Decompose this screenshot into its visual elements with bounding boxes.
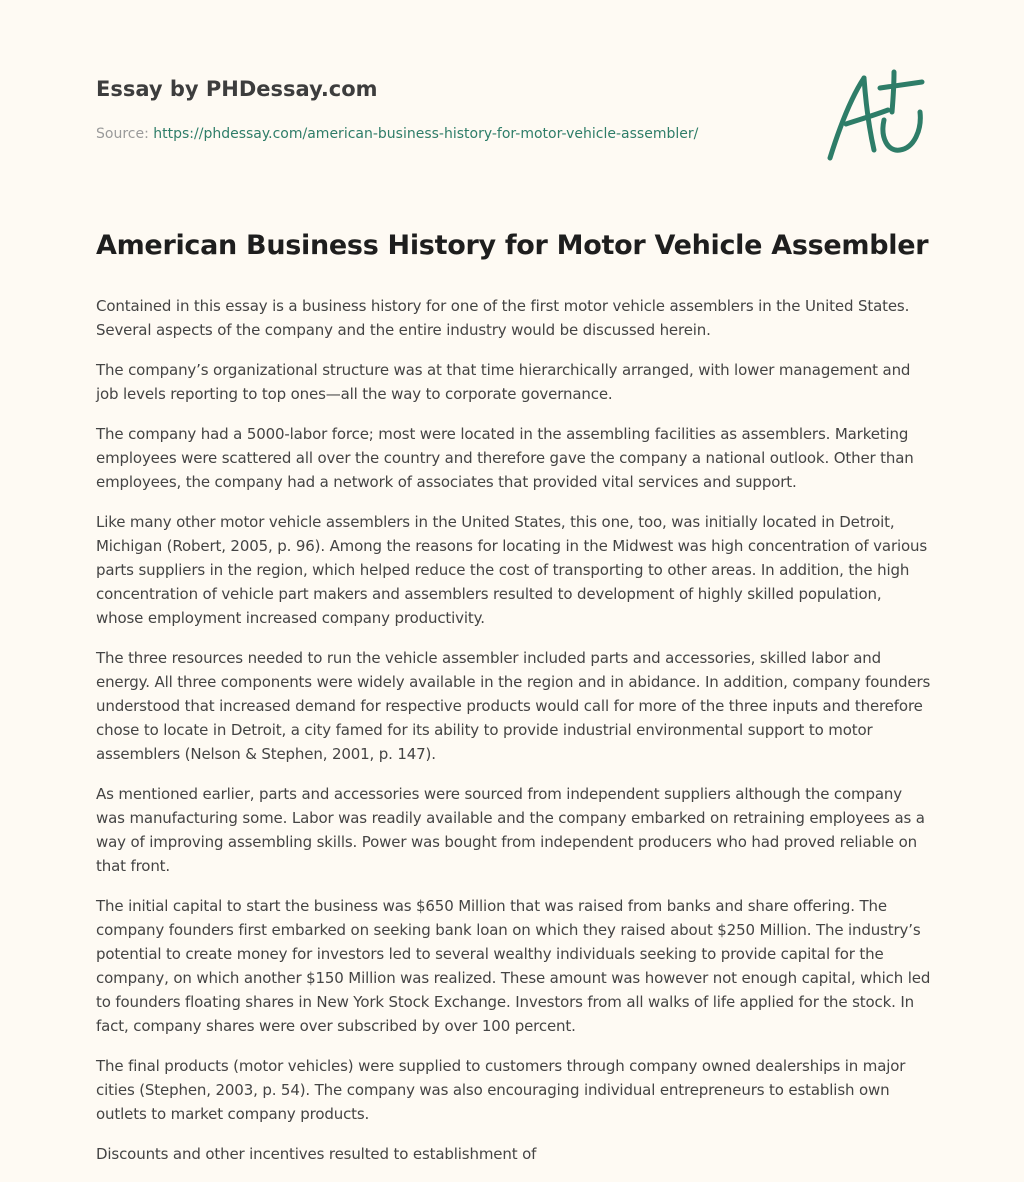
article-paragraph: Contained in this essay is a business history for one of the first motor vehicle assemblers in the United States. Several aspects of the company and the entire industry would be discussed herein. (96, 297, 910, 339)
source-label: Source: (96, 126, 154, 142)
article-paragraph: Discounts and other incentives resulted to establishment of (96, 1145, 537, 1163)
source-line (96, 124, 796, 144)
article-paragraph: The three resources needed to run the vehicle assembler included parts and accessories, skilled labor and energy. All three components were widely available in the region and in abidance. In addition, company founders understood that increased demand for respective products would call for more of the three inputs and therefore chose to locate in Detroit, a city famed for its ability to provide industrial environmental support to motor assemblers (Nelson & Stephen, 2001, p. 147). (96, 649, 931, 763)
article-paragraph: The company had a 5000-labor force; most were located in the assembling facilities as assemblers. Marketing employees were scattered all over the country and therefore gave the company a national outlook. Other than employees, the company had a network of associates that provided vital services and support. (96, 425, 914, 491)
article-paragraph: The final products (motor vehicles) were supplied to customers through company owned dealerships in major cities (Stephen, 2003, p. 54). The company was also encouraging individual entrepreneurs to establish own outlets to market company products. (96, 1057, 906, 1123)
site-name: Essay by PHDessay.com (96, 77, 378, 101)
a-plus-logo-icon (822, 66, 932, 166)
article-paragraph: The initial capital to start the business was $650 Million that was raised from banks and share offering. The company founders first embarked on seeking bank loan on which they raised about $250 Million. The industry’s potential to create money for investors led to several wealthy individuals seeking to provide capital for the company, on which another $150 Million was realized. These amount was however not enough capital, which led to founders floating shares in New York Stock Exchange. Investors from all walks of life applied for the stock. In fact, company shares were over subscribed by over 100 percent. (96, 897, 931, 1035)
article-title: American Business History for Motor Vehicle Assembler (96, 230, 929, 261)
article-paragraph: As mentioned earlier, parts and accessories were sourced from independent suppliers although the company was manufacturing some. Labor was readily available and the company embarked on retraining employees as a way of improving assembling skills. Power was bought from independent producers who had proved reliable on that front. (96, 785, 925, 875)
article-paragraph: The company’s organizational structure was at that time hierarchically arranged, with lower management and job levels reporting to top ones—all the way to corporate governance. (96, 361, 911, 403)
source-link[interactable]: https://phdessay.com/american-business-history-for-motor-vehicle-assembler/ (153, 126, 699, 142)
article (96, 222, 932, 1182)
page-header (96, 72, 796, 144)
article-paragraph: Like many other motor vehicle assemblers in the United States, this one, too, was initially located in Detroit, Michigan (Robert, 2005, p. 96). Among the reasons for locating in the Midwest was high concentration of various parts suppliers in the region, which helped reduce the cost of transporting to other areas. In addition, the high concentration of vehicle part makers and assemblers resulted to development of highly skilled population, whose employment increased company productivity. (96, 513, 928, 627)
